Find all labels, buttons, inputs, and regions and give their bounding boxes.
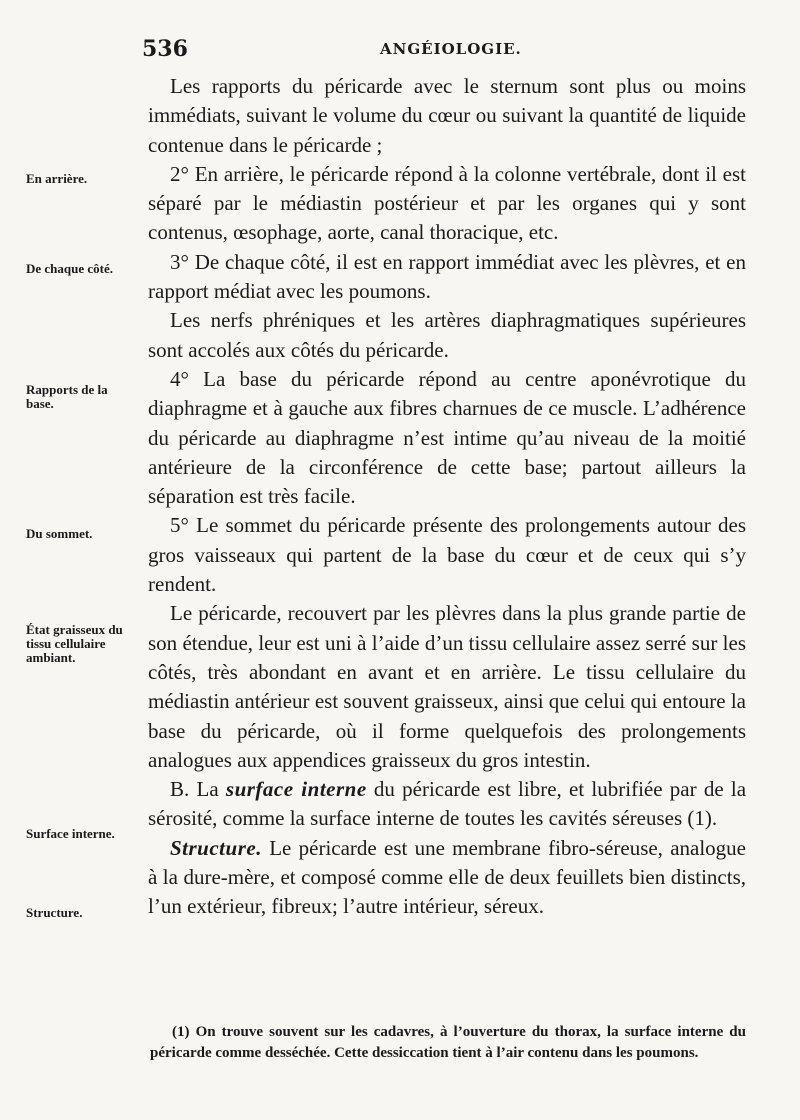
paragraph-etat-graisseux: Le péricarde, recouvert par les plèvres dans la plus grande partie de son étendue, leur est uni à l’aide d’un tissu cellulaire assez serré sur les côtés, très abondant en avant et en arrière. Le tissu cellulaire du médiastin antérieur est souvent graisseux, ainsi que celui qui entoure la base du péricarde, où il forme quelquefois des prolongements analogues aux appendices graisseux du gros intestin. (148, 601, 746, 772)
paragraph-base: 4° La base du péricarde répond au centre aponévrotique du diaphragme et à gauche aux fibres charnues de ce muscle. L’adhérence du péricarde au diaphragme n’est intime qu’au niveau de la moitié antérieure de la circonférence de cette base; partout ailleurs la séparation est très facile. (148, 366, 746, 509)
surface-interne-prefix: B. La (170, 777, 219, 802)
margin-note-structure: Structure. (26, 905, 83, 920)
margin-note-du-sommet: Du sommet. (26, 526, 93, 541)
margin-note-etat-graisseux: État graisseux du tissu cellulaire ambiant. (26, 622, 123, 665)
paragraph-surface-interne (148, 775, 746, 834)
margin-note-en-arriere: En arrière. (26, 171, 88, 186)
paragraph-rapports-sternum: Les rapports du péricarde avec le sternum sont plus ou moins immédiats, suivant le volume du cœur ou suivant la quantité de liquide contenue dans le péricarde ; (148, 74, 746, 157)
paragraph-nerfs-phreniques: Les nerfs phréniques et les artères diaphragmatiques supérieures sont accolés aux côtés du péricarde. (148, 308, 746, 362)
structure-emphasis: Structure. (170, 835, 262, 860)
paragraph-structure (148, 834, 746, 922)
surface-interne-text: du péricarde est libre, et lubrifiée par de la sérosité, comme la surface interne de toutes les cavités séreuses (1). (148, 777, 747, 831)
structure-text: Le péricarde est une membrane fibro-séreuse, analogue à la dure-mère, et composé comme elle de deux feuillets bien distincts, l’un extérieur, fibreux; l’autre intérieur, séreux. (148, 835, 746, 919)
page-number: 536 (142, 36, 188, 62)
margin-note-de-chaque-cote: De chaque côté. (26, 261, 114, 276)
margin-note-rapports-base: Rapports de la base. (26, 382, 108, 411)
surface-interne-emphasis: surface interne (225, 777, 367, 802)
main-text (148, 72, 746, 922)
running-title: ANGÉIOLOGIE. (380, 40, 522, 58)
footnote: (1) On trouve souvent sur les cadavres, à l’ouverture du thorax, la surface interne du péricarde comme desséchée. Cette dessiccation tient à l’air contenu dans les poumons. (150, 1024, 746, 1061)
paragraph-sommet: 5° Le sommet du péricarde présente des prolongements autour des gros vaisseaux qui partent de la base du cœur et de ceux qui s’y rendent. (148, 513, 746, 597)
page-header (142, 36, 742, 66)
paragraph-de-chaque-cote: 3° De chaque côté, il est en rapport immédiat avec les plèvres, et en rapport médiat avec les poumons. (148, 249, 746, 304)
margin-note-surface-interne: Surface interne. (26, 826, 115, 841)
paragraph-en-arriere: 2° En arrière, le péricarde répond à la colonne vertébrale, dont il est séparé par le médiastin postérieur et par les organes qui y sont contenus, œsophage, aorte, canal thoracique, etc. (148, 161, 746, 245)
